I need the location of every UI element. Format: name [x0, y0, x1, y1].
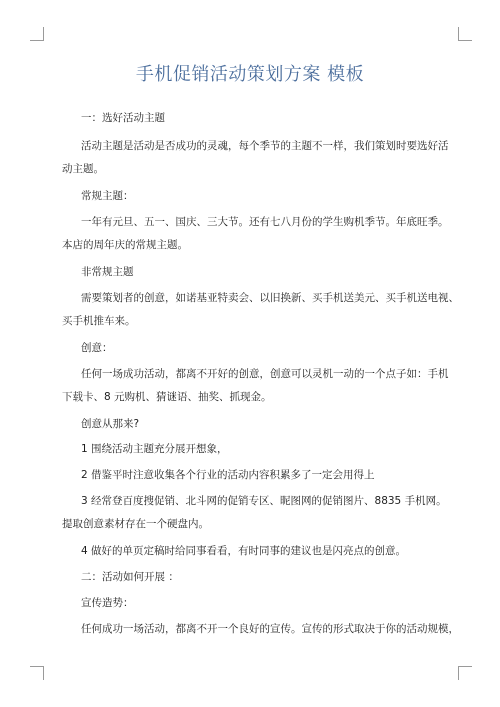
heading-line: 二：活动如何开展 ：: [81, 571, 179, 583]
crop-mark-top-left: [30, 40, 44, 41]
paragraph-line: 任何成功一场活动，都离不开一个良好的宣传。宣传的形式取决于你的活动规模，: [81, 623, 459, 635]
heading-line: 非常规主题: [81, 266, 134, 278]
paragraph-line: 需要策划者的创意，如诺基亚特卖会、以旧换新、买手机送美元、买手机送电视、: [81, 292, 459, 304]
crop-mark-bottom-left-v: [43, 666, 44, 680]
crop-mark-bottom-left: [30, 666, 44, 667]
paragraph-line: 任何一场成功活动，都离不开好的创意，创意可以灵机一动的一个点子如：手机: [81, 368, 449, 380]
paragraph-line: 提取创意素材存在一个硬盘内。: [62, 518, 209, 530]
list-item: 1 围绕活动主题充分展开想象，: [81, 443, 228, 455]
crop-mark-top-left-v: [43, 27, 44, 41]
crop-mark-bottom-right-v: [458, 666, 459, 680]
crop-mark-top-right: [458, 40, 472, 41]
paragraph-line: 动主题。: [62, 163, 104, 175]
document-title: 手机促销活动策划方案 模板: [135, 64, 365, 85]
crop-mark-bottom-right: [458, 666, 472, 667]
heading-line: 常规主题：: [81, 190, 134, 202]
heading-line: 宣传造势：: [81, 597, 134, 609]
heading-line: 创意从那来?: [81, 418, 140, 430]
list-item: 2 借鉴平时注意收集各个行业的活动内容积累多了一定会用得上: [81, 469, 375, 481]
paragraph-line: 买手机推车来。: [62, 315, 136, 327]
paragraph-line: 一年有元旦、五一、国庆、三大节。还有七八月份的学生购机季节。年底旺季。: [81, 216, 449, 228]
paragraph-line: 活动主题是活动是否成功的灵魂，每个季节的主题不一样，我们策划时要选好活: [81, 140, 449, 152]
paragraph-line: 下载卡、8 元购机、猜谜语、抽奖、抓现金。: [62, 391, 272, 403]
heading-line: 一：选好活动主题: [81, 112, 165, 124]
list-item: 3 经常登百度搜促销、北斗网的促销专区、昵图网的促销图片、8835 手机网。: [81, 495, 447, 507]
crop-mark-top-right-v: [458, 27, 459, 41]
list-item: 4 做好的单页定稿时给同事看看，有时同事的建议也是闪亮点的创意。: [81, 545, 407, 557]
paragraph-line: 本店的周年庆的常规主题。: [62, 239, 188, 251]
heading-line: 创意：: [81, 342, 113, 354]
